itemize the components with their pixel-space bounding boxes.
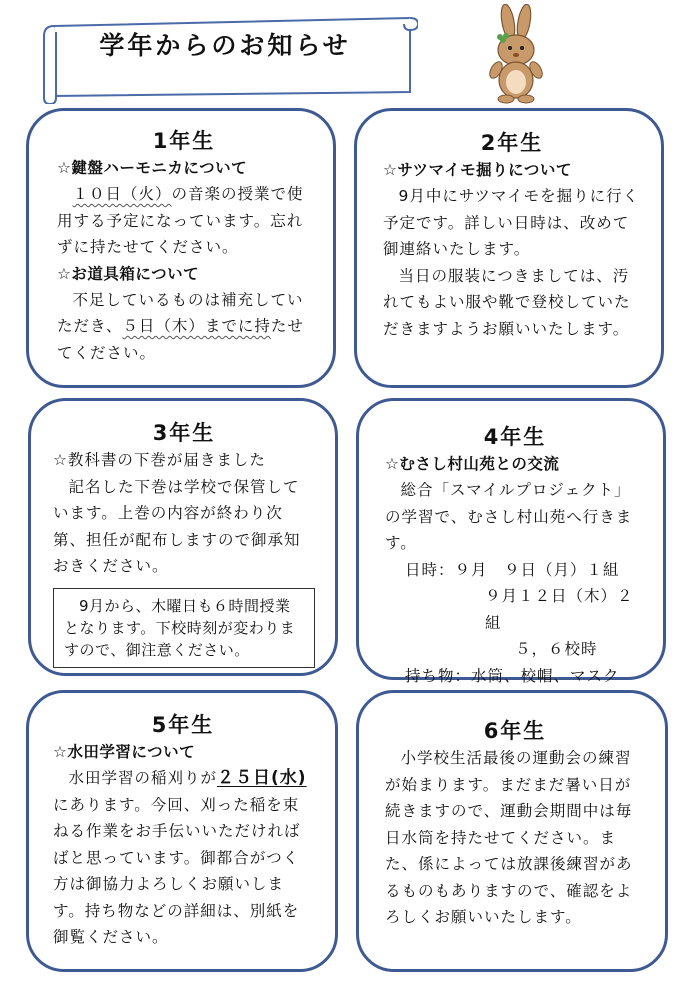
grade5-paragraph1 — [53, 765, 313, 951]
grade1-date: １０日（火） — [72, 185, 172, 203]
grade1-title: 1年生 — [152, 129, 216, 153]
grade1-p1-text: の音楽の授業で使用する予定になっています。忘れずに持たせてください。 — [57, 185, 304, 256]
grade2-title: 2年生 — [480, 131, 544, 155]
grade5-card — [26, 690, 338, 972]
grade4-card — [356, 398, 666, 685]
grade1-heading1: ☆鍵盤ハーモニカについて — [57, 159, 248, 177]
grade1-p2-end: たせてください。 — [57, 317, 304, 362]
grade5-date: ２５日 — [217, 768, 272, 788]
grade4-date-row1: 日時：９月 ９日（月）１組 — [405, 560, 620, 579]
grade3-paragraph1: 記名した下巻は学校で保管しています。上巻の内容が終わり次第、担任が配布しますので御承知おきください。 — [53, 477, 301, 575]
grade6-paragraph1: 小学校生活最後の運動会の練習が始まります。まだまだ暑い日が続きますので、運動会期間中は毎日水筒を持たせてください。また、係によっては放課後練習があるものもありますので、確認をよろしくお願いいたします。 — [385, 749, 633, 926]
grade2-heading1: ☆サツマイモ掘りについて — [383, 161, 572, 179]
grade4-items-row: 持ち物：水筒、校帽、マスク — [405, 666, 620, 685]
grade2-paragraph2: 当日の服装につきましては、汚れてもよい服や靴で登校していただきますようお願いいたします。 — [383, 266, 631, 338]
grade3-notice: 9月から、木曜日も６時間授業となります。下校時刻が変わりますので、御注意ください。 — [53, 588, 315, 668]
grade2-paragraph1: 9月中にサツマイモを掘りに行く予定です。詳しい日時は、改めて御連絡いたします。 — [383, 187, 640, 258]
grade3-title: 3年生 — [152, 421, 216, 445]
grade4-paragraph1: 総合「スマイルプロジェクト」の学習で、むさし村山苑へ行きます。 — [385, 481, 633, 552]
grade4-date-row2: ９月１２日（木）２組 — [485, 587, 634, 632]
grade4-heading1: ☆むさし村山苑との交流 — [385, 455, 560, 473]
rabbit-icon — [478, 4, 556, 104]
grade5-title: 5年生 — [151, 713, 215, 737]
grade5-weekday: (水) — [271, 768, 307, 788]
grade1-card — [26, 108, 336, 388]
grade3-heading1: ☆教科書の下巻が届きました — [53, 451, 266, 469]
grade5-p1-rest: にあります。今回、刈った稲を束ねる作業をお手伝いいただければばと思っています。御都合がつく方は御協力よろしくお願いします。持ち物などの詳細は、別紙を御覧ください。 — [53, 795, 301, 946]
grade1-heading2: ☆お道具箱について — [57, 264, 200, 283]
grade1-paragraph1 — [57, 181, 311, 261]
grade3-card — [28, 398, 338, 676]
grade1-p2-text: 不足しているものは補充していただき、 — [57, 290, 304, 335]
grade2-card — [354, 108, 664, 388]
grade4-title: 4年生 — [483, 425, 547, 449]
page-title: 学年からのお知らせ — [99, 31, 351, 60]
grade6-card — [356, 690, 668, 972]
grade5-heading1: ☆水田学習について — [53, 743, 196, 761]
grade5-p1-text: 水田学習の稲刈りが — [68, 769, 218, 787]
grade1-paragraph2 — [57, 287, 311, 367]
grade6-title: 6年生 — [483, 719, 547, 743]
grade4-schedule — [385, 557, 645, 690]
grade1-deadline: ５日（木）までに持 — [122, 317, 271, 335]
grade4-time-row: ５，６校時 — [515, 640, 598, 658]
